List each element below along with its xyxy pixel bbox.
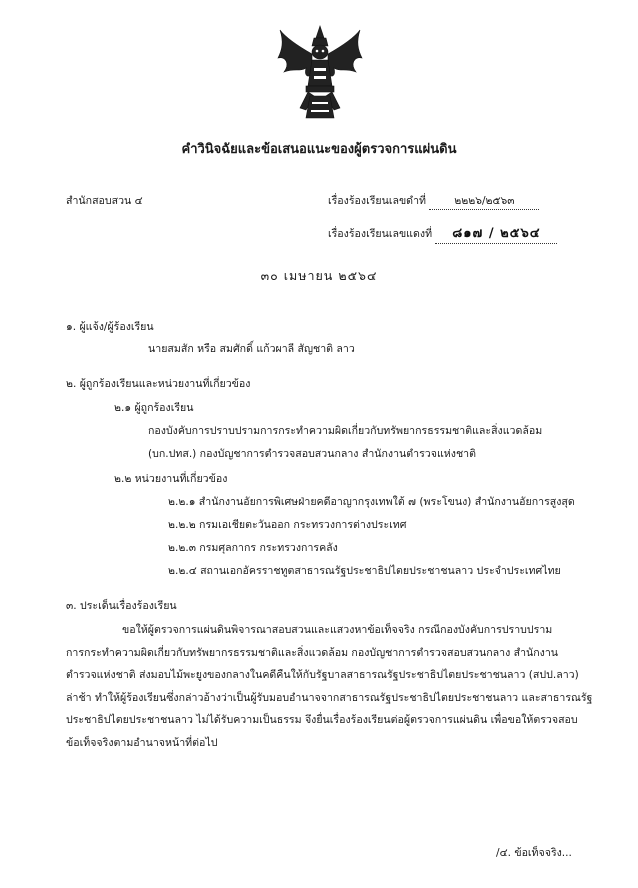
red-number-label: เรื่องร้องเรียนเลขแดงที่ [328, 228, 433, 240]
continuation-note: /๔. ข้อเท็จจริง... [496, 847, 572, 859]
paragraph-line: ประชาธิปไตยประชาชนลาว ไม่ได้รับความเป็นธรรม จึงยื่นเรื่องร้องเรียนต่อผู้ตรวจการแผ่นดิน เพื่อขอให้ตรวจสอบ [66, 714, 578, 726]
related-agency-item: ๒.๒.๔ สถานเอกอัครราชทูตสาธารณรัฐประชาธิปไตยประชาชนลาว ประจำประเทศไทย [168, 565, 561, 577]
complainant-name: นายสมสัก หรือ สมศักดิ์ แก้วผาลี สัญชาติ ลาว [148, 343, 355, 355]
respondent-line-2: (บก.ปทส.) กองบัญชาการตำรวจสอบสวนกลาง สำนักงานตำรวจแห่งชาติ [148, 448, 476, 460]
office-name: สำนักสอบสวน ๔ [66, 195, 143, 207]
related-agency-item: ๒.๒.๒ กรมเอเชียตะวันออก กระทรวงการต่างประเทศ [168, 519, 407, 531]
related-agency-item: ๒.๒.๑ สำนักงานอัยการพิเศษฝ่ายคดีอาญากรุงเทพใต้ ๗ (พระโขนง) สำนักงานอัยการสูงสุด [168, 496, 575, 508]
paragraph-line: ขอให้ผู้ตรวจการแผ่นดินพิจารณาสอบสวนและแสวงหาข้อเท็จจริง กรณีกองบังคับการปราบปราม [122, 624, 553, 636]
paragraph-line: การกระทำความผิดเกี่ยวกับทรัพยากรธรรมชาติและสิ่งแวดล้อม กองบัญชาการตำรวจสอบสวนกลาง สำนักงาน [66, 646, 559, 659]
complaint-number-row [328, 192, 539, 210]
complaint-issue-paragraph [66, 619, 594, 754]
document-title: คำวินิจฉัยและข้อเสนอแนะของผู้ตรวจการแผ่นดิน [181, 142, 457, 157]
paragraph-line: ล่าช้า ทำให้ผู้ร้องเรียนซึ่งกล่าวอ้างว่าเป็นผู้รับมอบอำนาจจากสาธารณรัฐประชาธิปไตยประชาชนลาว และสาธารณรัฐ [66, 691, 593, 704]
section-2-heading: ๒. ผู้ถูกร้องเรียนและหน่วยงานที่เกี่ยวข้อง [66, 378, 251, 390]
respondent-line-1: กองบังคับการปราบปรามการกระทำความผิดเกี่ยวกับทรัพยากรธรรมชาติและสิ่งแวดล้อม [148, 425, 543, 437]
section-2-2-heading: ๒.๒ หน่วยงานที่เกี่ยวข้อง [114, 473, 228, 485]
paragraph-line: ตำรวจแห่งชาติ ส่งมอบไม้พะยูงของกลางในคดีคืนให้กับรัฐบาลสาธารณรัฐประชาธิปไตยประชาชนลาว (สปป.ลาว) [66, 669, 579, 681]
red-number-row [328, 222, 557, 244]
related-agency-item: ๒.๒.๓ กรมศุลกากร กระทรวงการคลัง [168, 542, 338, 554]
complaint-number-label: เรื่องร้องเรียนเลขดำที่ [328, 195, 426, 207]
complaint-number-value: ๒๒๒๖/๒๕๖๓ [429, 192, 539, 210]
garuda-emblem-icon [276, 24, 364, 122]
document-date: ๓๐ เมษายน ๒๕๖๔ [260, 268, 378, 283]
section-1-heading: ๑. ผู้แจ้ง/ผู้ร้องเรียน [66, 321, 154, 333]
paragraph-line: ข้อเท็จจริงตามอำนาจหน้าที่ต่อไป [66, 736, 218, 749]
section-3-heading: ๓. ประเด็นเรื่องร้องเรียน [66, 600, 177, 612]
section-2-1-heading: ๒.๑ ผู้ถูกร้องเรียน [114, 402, 194, 414]
red-number-value: ๘๑๗ / ๒๕๖๔ [435, 222, 557, 244]
